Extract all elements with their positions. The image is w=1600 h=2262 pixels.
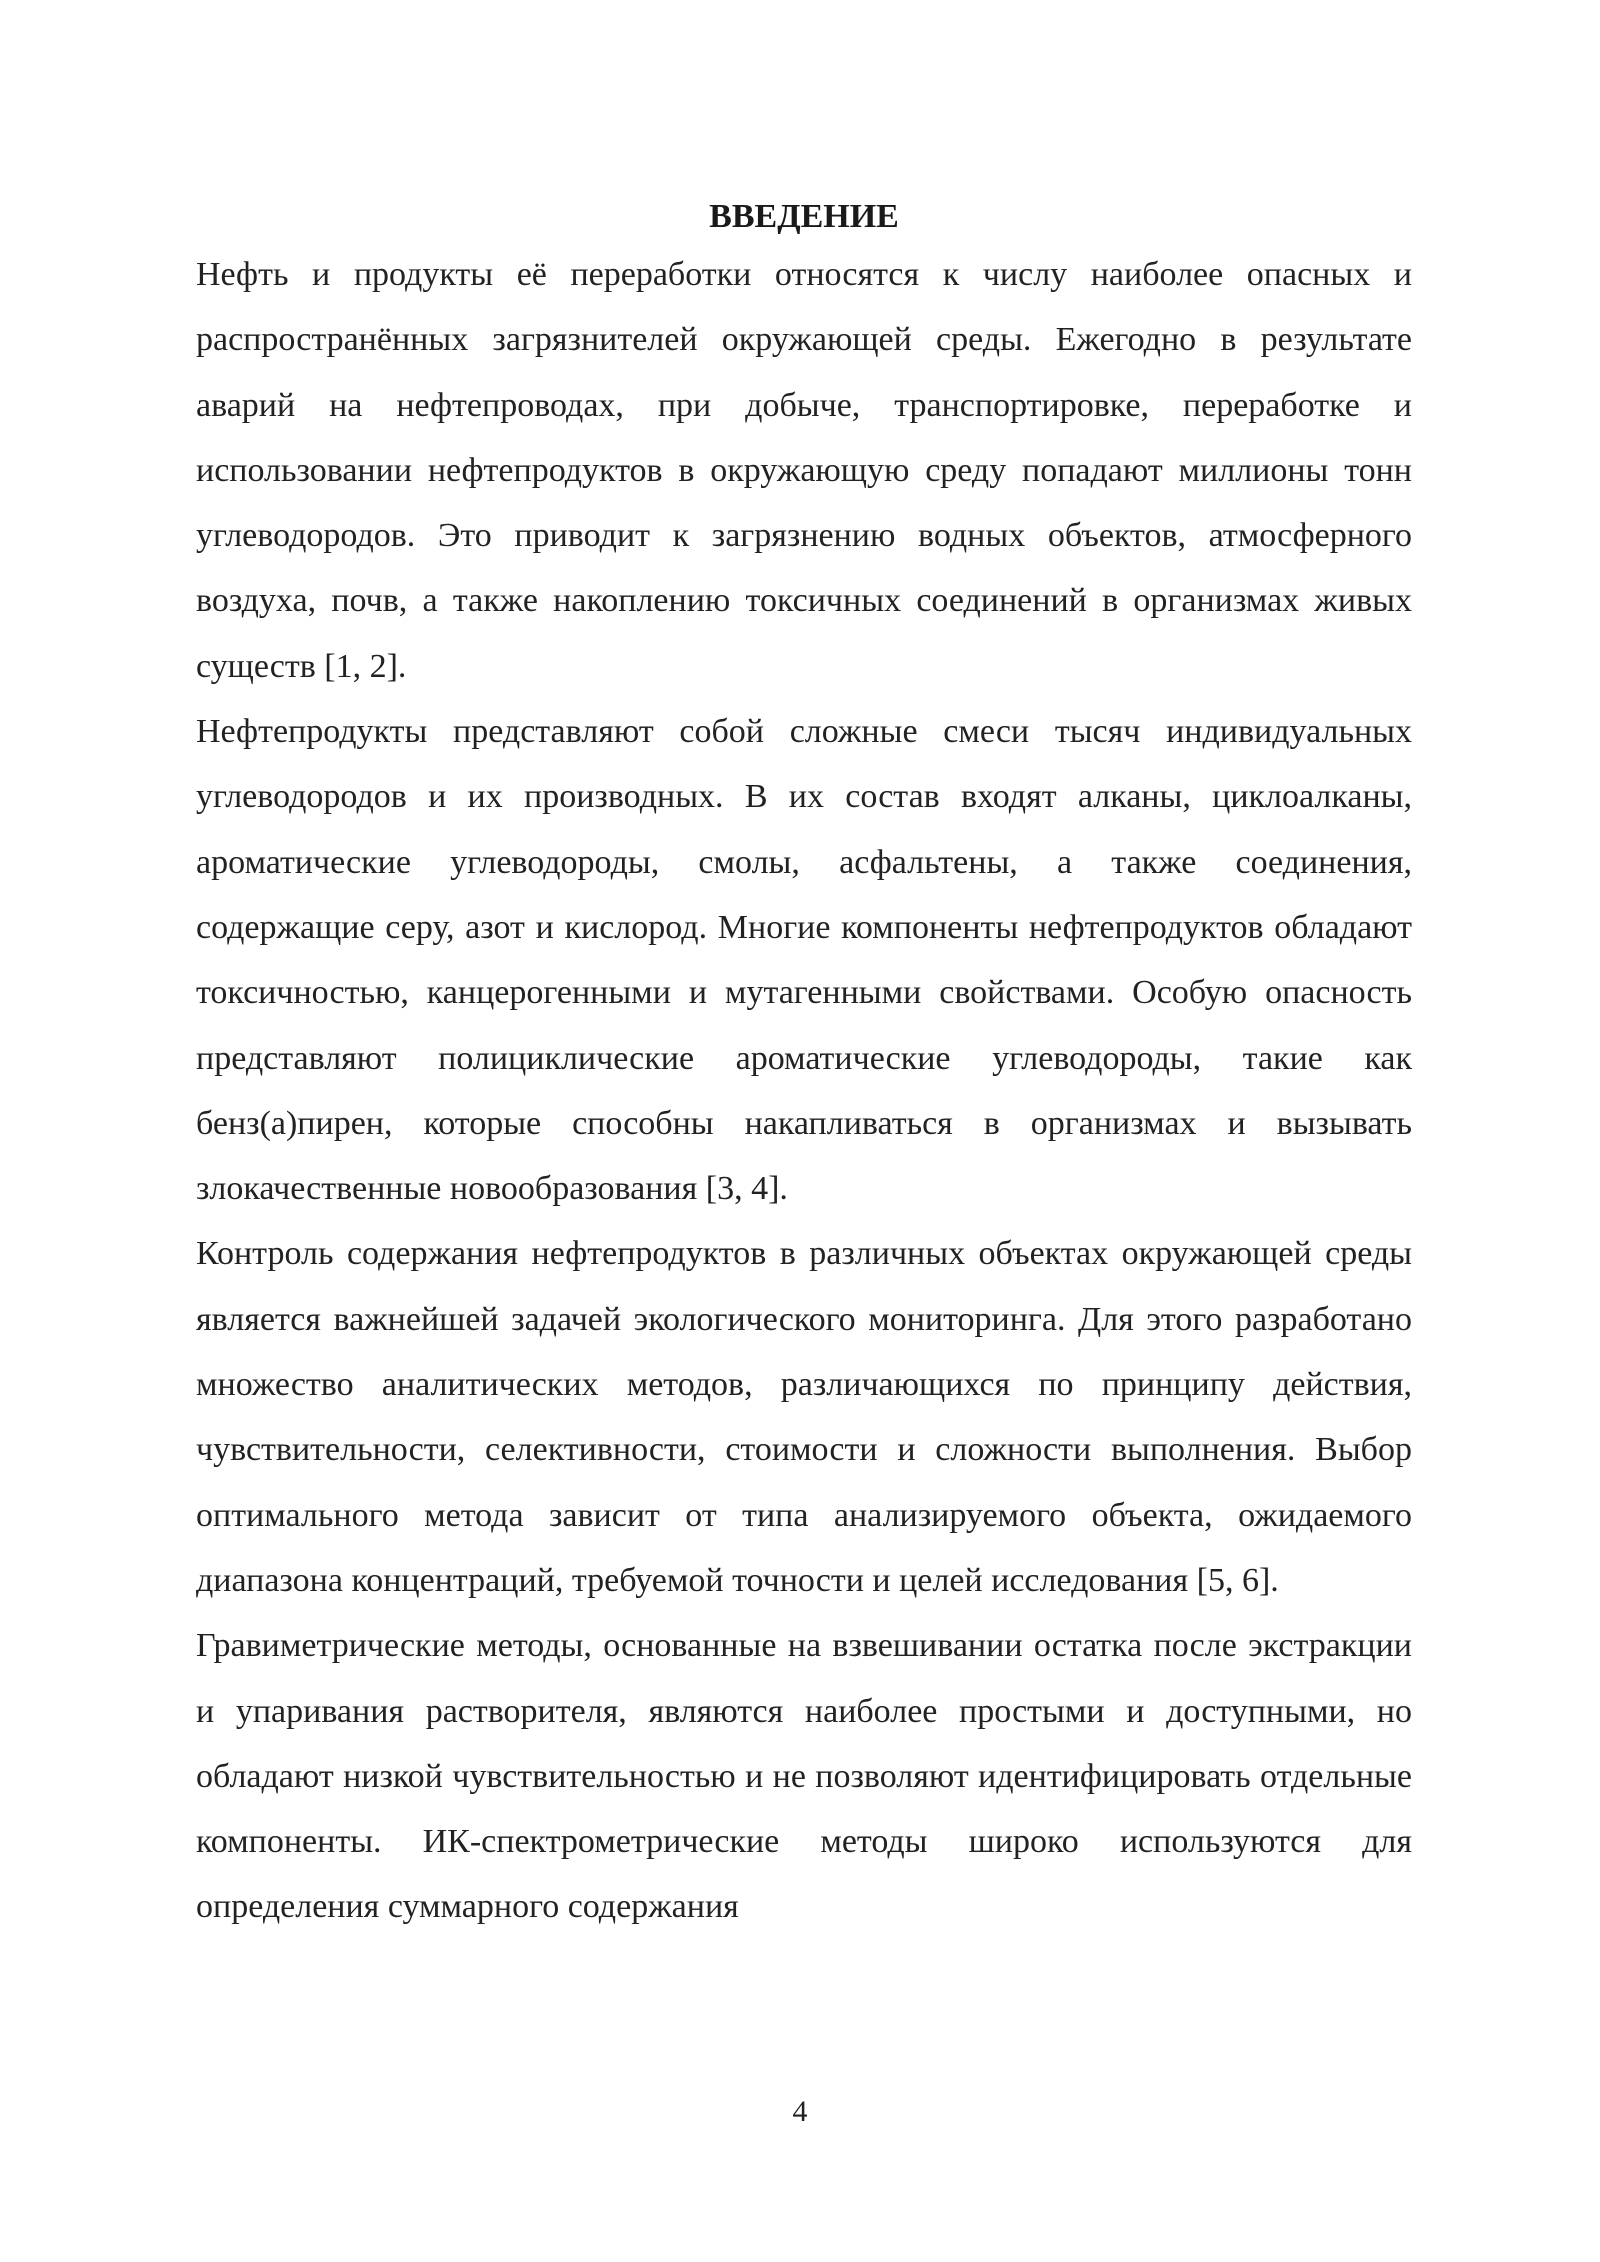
paragraph-4: Гравиметрические методы, основанные на взвешивании остатка после экстракции и упаривания растворителя, являются наиболее простыми и доступными, но обладают низкой чувствительностью и не позволяют идентифицировать отдельные компоненты. ИК-спектрометрические методы широко используются для определения суммарного содержания xyxy=(196,1627,1412,1926)
section-title: ВВЕДЕНИЕ xyxy=(709,198,899,235)
paragraph-3: Контроль содержания нефтепродуктов в различных объектах окружающей среды является важнейшей задачей экологического мониторинга. Для этого разработано множество аналитических методов, различающихся по принципу действия, чувствительности, селективности, стоимости и сложности выполнения. Выбор оптимального метода зависит от типа анализируемого объекта, ожидаемого диапазона концентраций, требуемой точности и целей исследования [5, 6]. xyxy=(196,1235,1412,1599)
paragraph-1: Нефть и продукты её переработки относятся к числу наиболее опасных и распространённых загрязнителей окружающей среды. Ежегодно в результате аварий на нефтепроводах, при добыче, транспортировке, переработке и использовании нефтепродуктов в окружающую среду попадают миллионы тонн углеводородов. Это приводит к загрязнению водных объектов, атмосферного воздуха, почв, а также накоплению токсичных соединений в организмах живых существ [1, 2]. xyxy=(196,256,1412,685)
paragraph-2: Нефтепродукты представляют собой сложные смеси тысяч индивидуальных углеводородов и их производных. В их состав входят алканы, циклоалканы, ароматические углеводороды, смолы, асфальтены, а также соединения, содержащие серу, азот и кислород. Многие компоненты нефтепродуктов обладают токсичностью, канцерогенными и мутагенными свойствами. Особую опасность представляют полициклические ароматические углеводороды, такие как бенз(а)пирен, которые способны накапливаться в организмах и вызывать злокачественные новообразования [3, 4]. xyxy=(196,713,1412,1208)
page-content xyxy=(196,192,1412,1940)
page-number: 4 xyxy=(792,2095,808,2128)
